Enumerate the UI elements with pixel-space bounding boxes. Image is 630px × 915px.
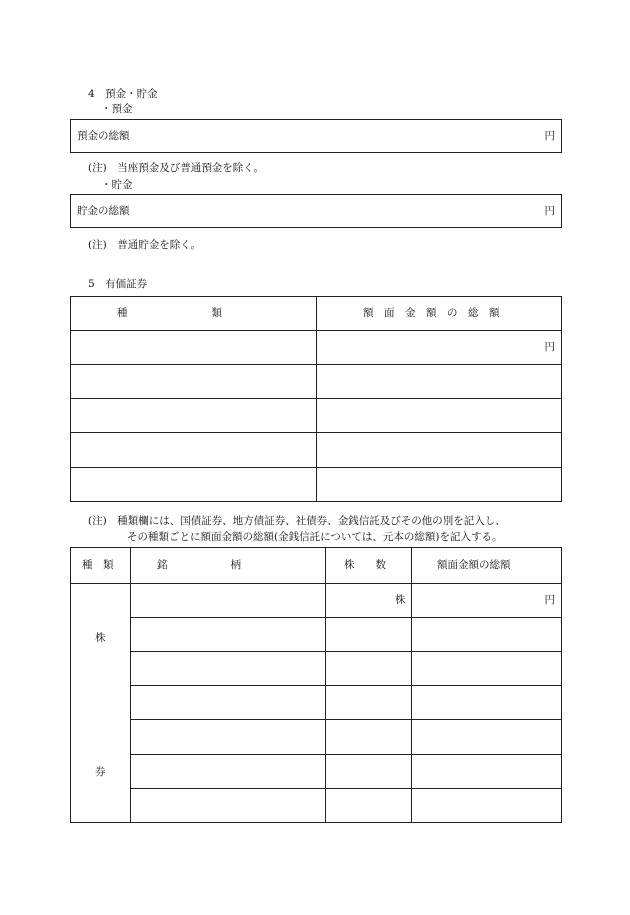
- stocks-col-brand: 銘 柄: [157, 559, 241, 571]
- stocks-total-unit: 円: [544, 594, 555, 606]
- deposit-total-box: [70, 119, 562, 153]
- savings-total-box: [70, 194, 562, 228]
- savings-label: ・貯金: [101, 179, 133, 191]
- stocks-col-type: 種 類: [82, 559, 114, 571]
- savings-total-label: 貯金の総額: [77, 205, 130, 217]
- section-5-heading: 5 有価証券: [88, 278, 148, 290]
- stocks-type-char-1: 株: [95, 632, 106, 644]
- securities-table-row-line: [71, 398, 561, 399]
- stocks-table-row-line: [130, 685, 561, 686]
- stocks-col-total: 額面金額の総額: [437, 559, 511, 571]
- securities-col-type: 種 類: [117, 307, 222, 319]
- deposit-unit: 円: [544, 130, 555, 142]
- section-4-heading: 4 預金・貯金: [88, 88, 158, 100]
- deposit-label: ・預金: [101, 103, 133, 115]
- securities-table-row-line: [71, 467, 561, 468]
- securities-note-line-2: その種類ごとに額面金額の総額(金銭信託については、元本の総額)を記入する。: [127, 531, 503, 543]
- savings-note: (注) 普通貯金を除く。: [88, 239, 201, 251]
- stocks-col-count: 株 数: [344, 559, 386, 571]
- savings-unit: 円: [544, 205, 555, 217]
- securities-note-line-1: (注) 種類欄には、国債証券、地方債証券、社債券、金銭信託及びその他の別を記入し、: [88, 515, 506, 527]
- stocks-table: [70, 547, 562, 823]
- securities-table-header-line: [71, 330, 561, 331]
- securities-table: [70, 296, 562, 502]
- securities-table-row-line: [71, 432, 561, 433]
- securities-table-row-line: [71, 364, 561, 365]
- stocks-table-row-line: [130, 788, 561, 789]
- stocks-table-row-line: [130, 651, 561, 652]
- stocks-count-unit: 株: [395, 594, 406, 606]
- securities-unit: 円: [544, 341, 555, 353]
- stocks-table-header-line: [71, 583, 561, 584]
- deposit-note: (注) 当座預金及び普通預金を除く。: [88, 162, 264, 174]
- securities-col-total: 額 面 金 額 の 総 額: [363, 307, 500, 319]
- securities-table-divider: [316, 297, 317, 501]
- stocks-table-row-line: [130, 754, 561, 755]
- stocks-type-char-2: 券: [95, 766, 106, 778]
- stocks-table-row-line: [130, 719, 561, 720]
- stocks-table-row-line: [130, 617, 561, 618]
- deposit-total-label: 預金の総額: [77, 130, 130, 142]
